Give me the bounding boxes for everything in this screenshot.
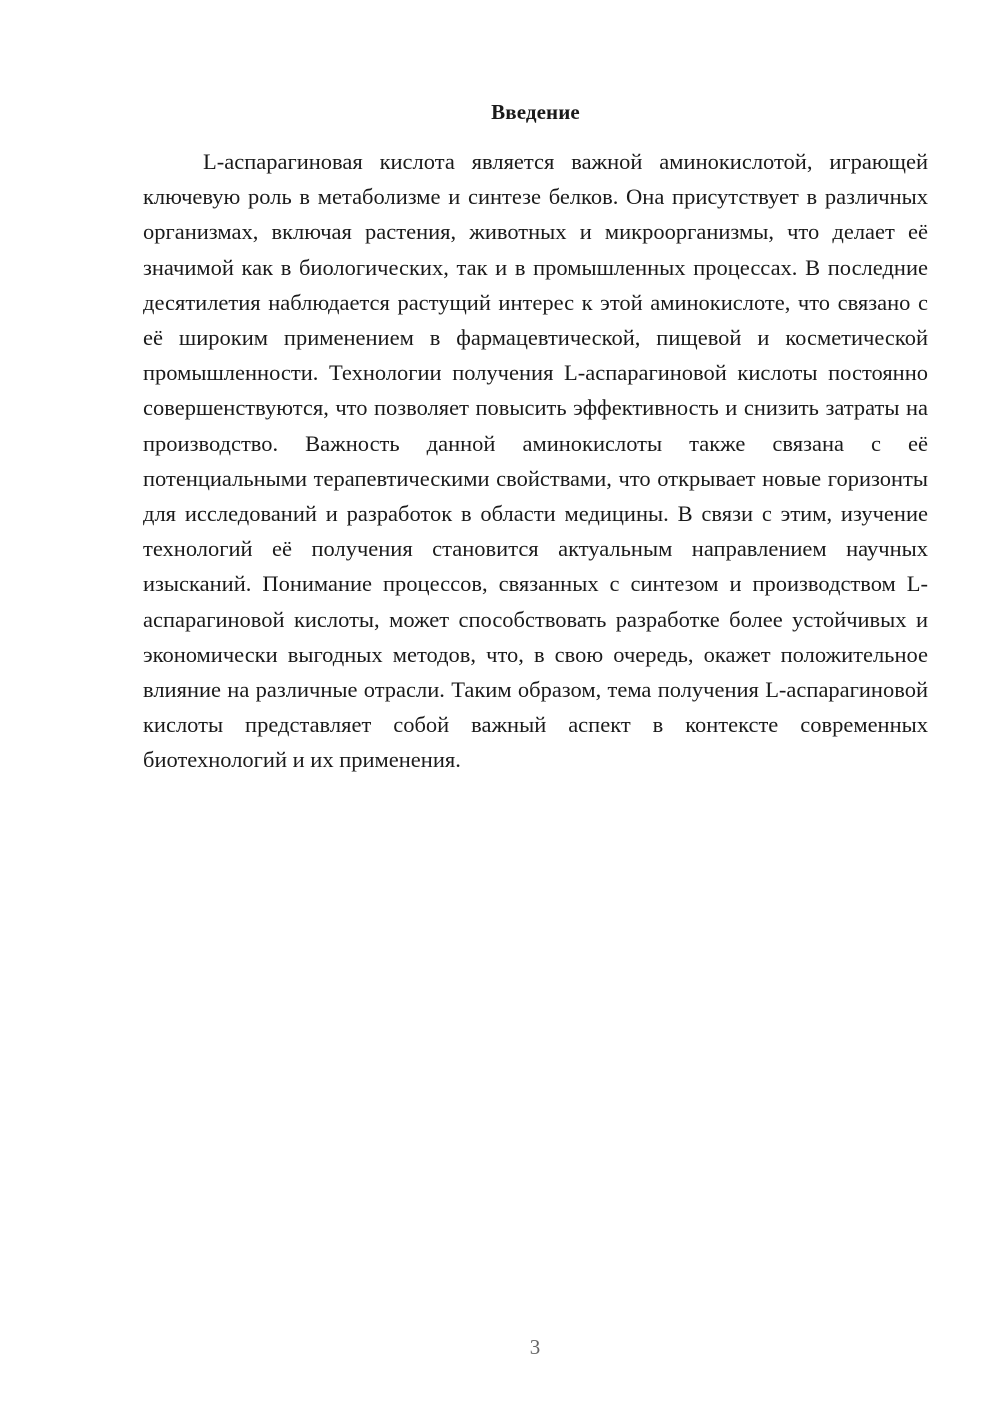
section-heading: Введение [491, 100, 580, 124]
intro-paragraph: L-аспарагиновая кислота является важной аминокислотой, играющей ключевую роль в метаболизме и синтезе белков. Она присутствует в различных организмах, включая растения, животных и микроорганизмы, что делает её значимой как в биологических, так и в промышленных процессах. В последние десятилетия наблюдается растущий интерес к этой аминокислоте, что связано с её широким применением в фармацевтической, пищевой и косметической промышленности. Технологии получения L-аспарагиновой кислоты постоянно совершенствуются, что позволяет повысить эффективность и снизить затраты на производство. Важность данной аминокислоты также связана с её потенциальными терапевтическими свойствами, что открывает новые горизонты для исследований и разработок в области медицины. В связи с этим, изучение технологий её получения становится актуальным направлением научных изысканий. Понимание процессов, связанных с синтезом и производством L-аспарагиновой кислоты, может способствовать разработке более устойчивых и экономически выгодных методов, что, в свою очередь, окажет положительное влияние на различные отрасли. Таким образом, тема получения L-аспарагиновой кислоты представляет собой важный аспект в контексте современных биотехнологий и их применения. [143, 149, 928, 773]
page-number: 3 [529, 1335, 541, 1359]
